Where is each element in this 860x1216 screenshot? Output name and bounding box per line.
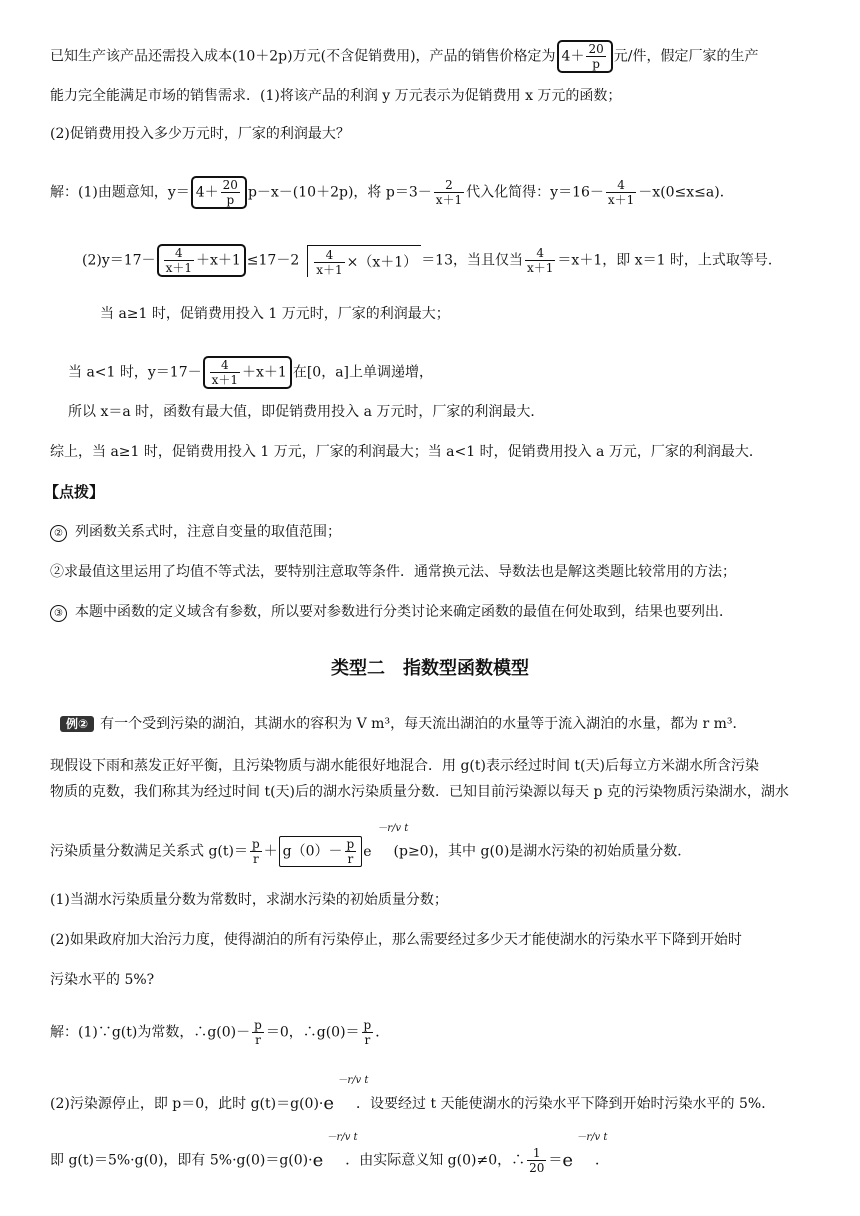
example-badge: 例② <box>60 716 94 732</box>
example-2-line-3: 物质的克数，我们称其为经过时间 t(天)后的湖水污染质量分数．已知目前污染源以每天 p 克的污染物质污染湖水，湖水 <box>50 784 789 800</box>
question-2-cont: 污染水平的 5%? <box>50 972 155 988</box>
solution-2-line: (2)y＝17－ $\frac{4}{x+1}$ ＋x＋1 ≤17－2 $\frac{4}{x+1}$ ×（x＋1） ＝13，当且仅当 $\frac{4}{x+1}$ ＝x＋1，即 x＝1 时，上式取等号． <box>82 246 782 277</box>
example-2-solution-1: 解：(1)∵g(t)为常数，∴g(0)－ $\frac{p}{r}$ ＝0，∴g(0)＝ $\frac{p}{r}$ ． <box>50 1018 390 1047</box>
tip-item-3: ③ 本题中函数的定义域含有参数，所以要对参数进行分类讨论来确定函数的最值在何处取到，结果也要列出． <box>50 602 733 622</box>
tip-title: 【点拨】 <box>44 483 105 501</box>
example-2-line-2: 现假设下雨和蒸发正好平衡，且污染物质与湖水能很好地混合．用 g(t)表示经过时间 t(天)后每立方米湖水所含污染 <box>50 758 759 774</box>
price-bracket: 4＋ $\frac{20}{p}$ <box>557 40 613 73</box>
example-2-formula: 污染质量分数满足关系式 g(t)＝ $\frac{p}{r}$ ＋ g（0）－ $\frac{p}{r}$ e －r/v t (p≥0)，其中 g(0)是湖水污染的初始质量分数． <box>50 822 692 866</box>
question-2: (2)如果政府加大治污力度，使得湖泊的所有污染停止，那么需要经过多少天才能使湖水的污染水平下降到开始时 <box>50 932 742 948</box>
solution-1-line: 解：(1)由题意知，y＝ 4＋ $\frac{20}{p}$ p－x－(10＋2p)，将 p＝3－ $\frac{2}{x+1}$ 代入化简得：y＝16－ $\frac{4}{x+1}$ －x(0≤x≤a)． <box>50 178 734 207</box>
question-1: (1)当湖水污染质量分数为常数时，求湖水污染的初始质量分数； <box>50 892 448 908</box>
problem-line-1: 已知生产该产品还需投入成本(10＋2p)万元(不含促销费用)，产品的销售价格定为 4＋ $\frac{20}{p}$ 元/件，假定厂家的生产 <box>50 42 759 71</box>
example-2-solution-2: (2)污染源停止，即 p＝0，此时 g(t)＝g(0)·e －r/v t ．设要经过 t 天能使湖水的污染水平下降到开始时污染水平的 5%． <box>50 1075 776 1114</box>
section-heading: 类型二 指数型函数模型 <box>331 658 529 679</box>
solution-case-1: 当 a≥1 时，促销费用投入 1 万元时，厂家的利润最大； <box>100 306 450 322</box>
tip-item-1: ② 列函数关系式时，注意自变量的取值范围； <box>50 522 341 542</box>
sqrt-symbol: $\frac{4}{x+1}$ ×（x＋1） <box>307 245 421 277</box>
example-2-line-1: 例② 有一个受到污染的湖泊，其湖水的容积为 V m³，每天流出湖泊的水量等于流入湖泊的水量，都为 r m³． <box>60 714 747 734</box>
solution-conclusion: 综上，当 a≥1 时，促销费用投入 1 万元，厂家的利润最大；当 a<1 时，促销费用投入 a 万元，厂家的利润最大． <box>50 444 763 460</box>
tip-item-2: ②求最值这里运用了均值不等式法，要特别注意取等条件．通常换元法、导数法也是解这类题比较常用的方法； <box>50 564 736 580</box>
example-2-solution-3: 即 g(t)＝5%·g(0)，即有 5%·g(0)＝g(0)·e －r/v t ．由实际意义知 g(0)≠0，∴ $\frac{1}{20}$ ＝e －r/v t ． <box>50 1131 610 1175</box>
solution-max-line: 所以 x＝a 时，函数有最大值，即促销费用投入 a 万元时，厂家的利润最大． <box>68 404 545 420</box>
problem-line-2: 能力完全能满足市场的销售需求．(1)将该产品的利润 y 万元表示为促销费用 x 万元的函数； <box>50 88 622 104</box>
problem-line-3: (2)促销费用投入多少万元时，厂家的利润最大？ <box>50 126 350 142</box>
solution-case-2: 当 a<1 时，y＝17－ $\frac{4}{x+1}$ ＋x＋1 在[0，a]上单调递增， <box>68 358 434 387</box>
